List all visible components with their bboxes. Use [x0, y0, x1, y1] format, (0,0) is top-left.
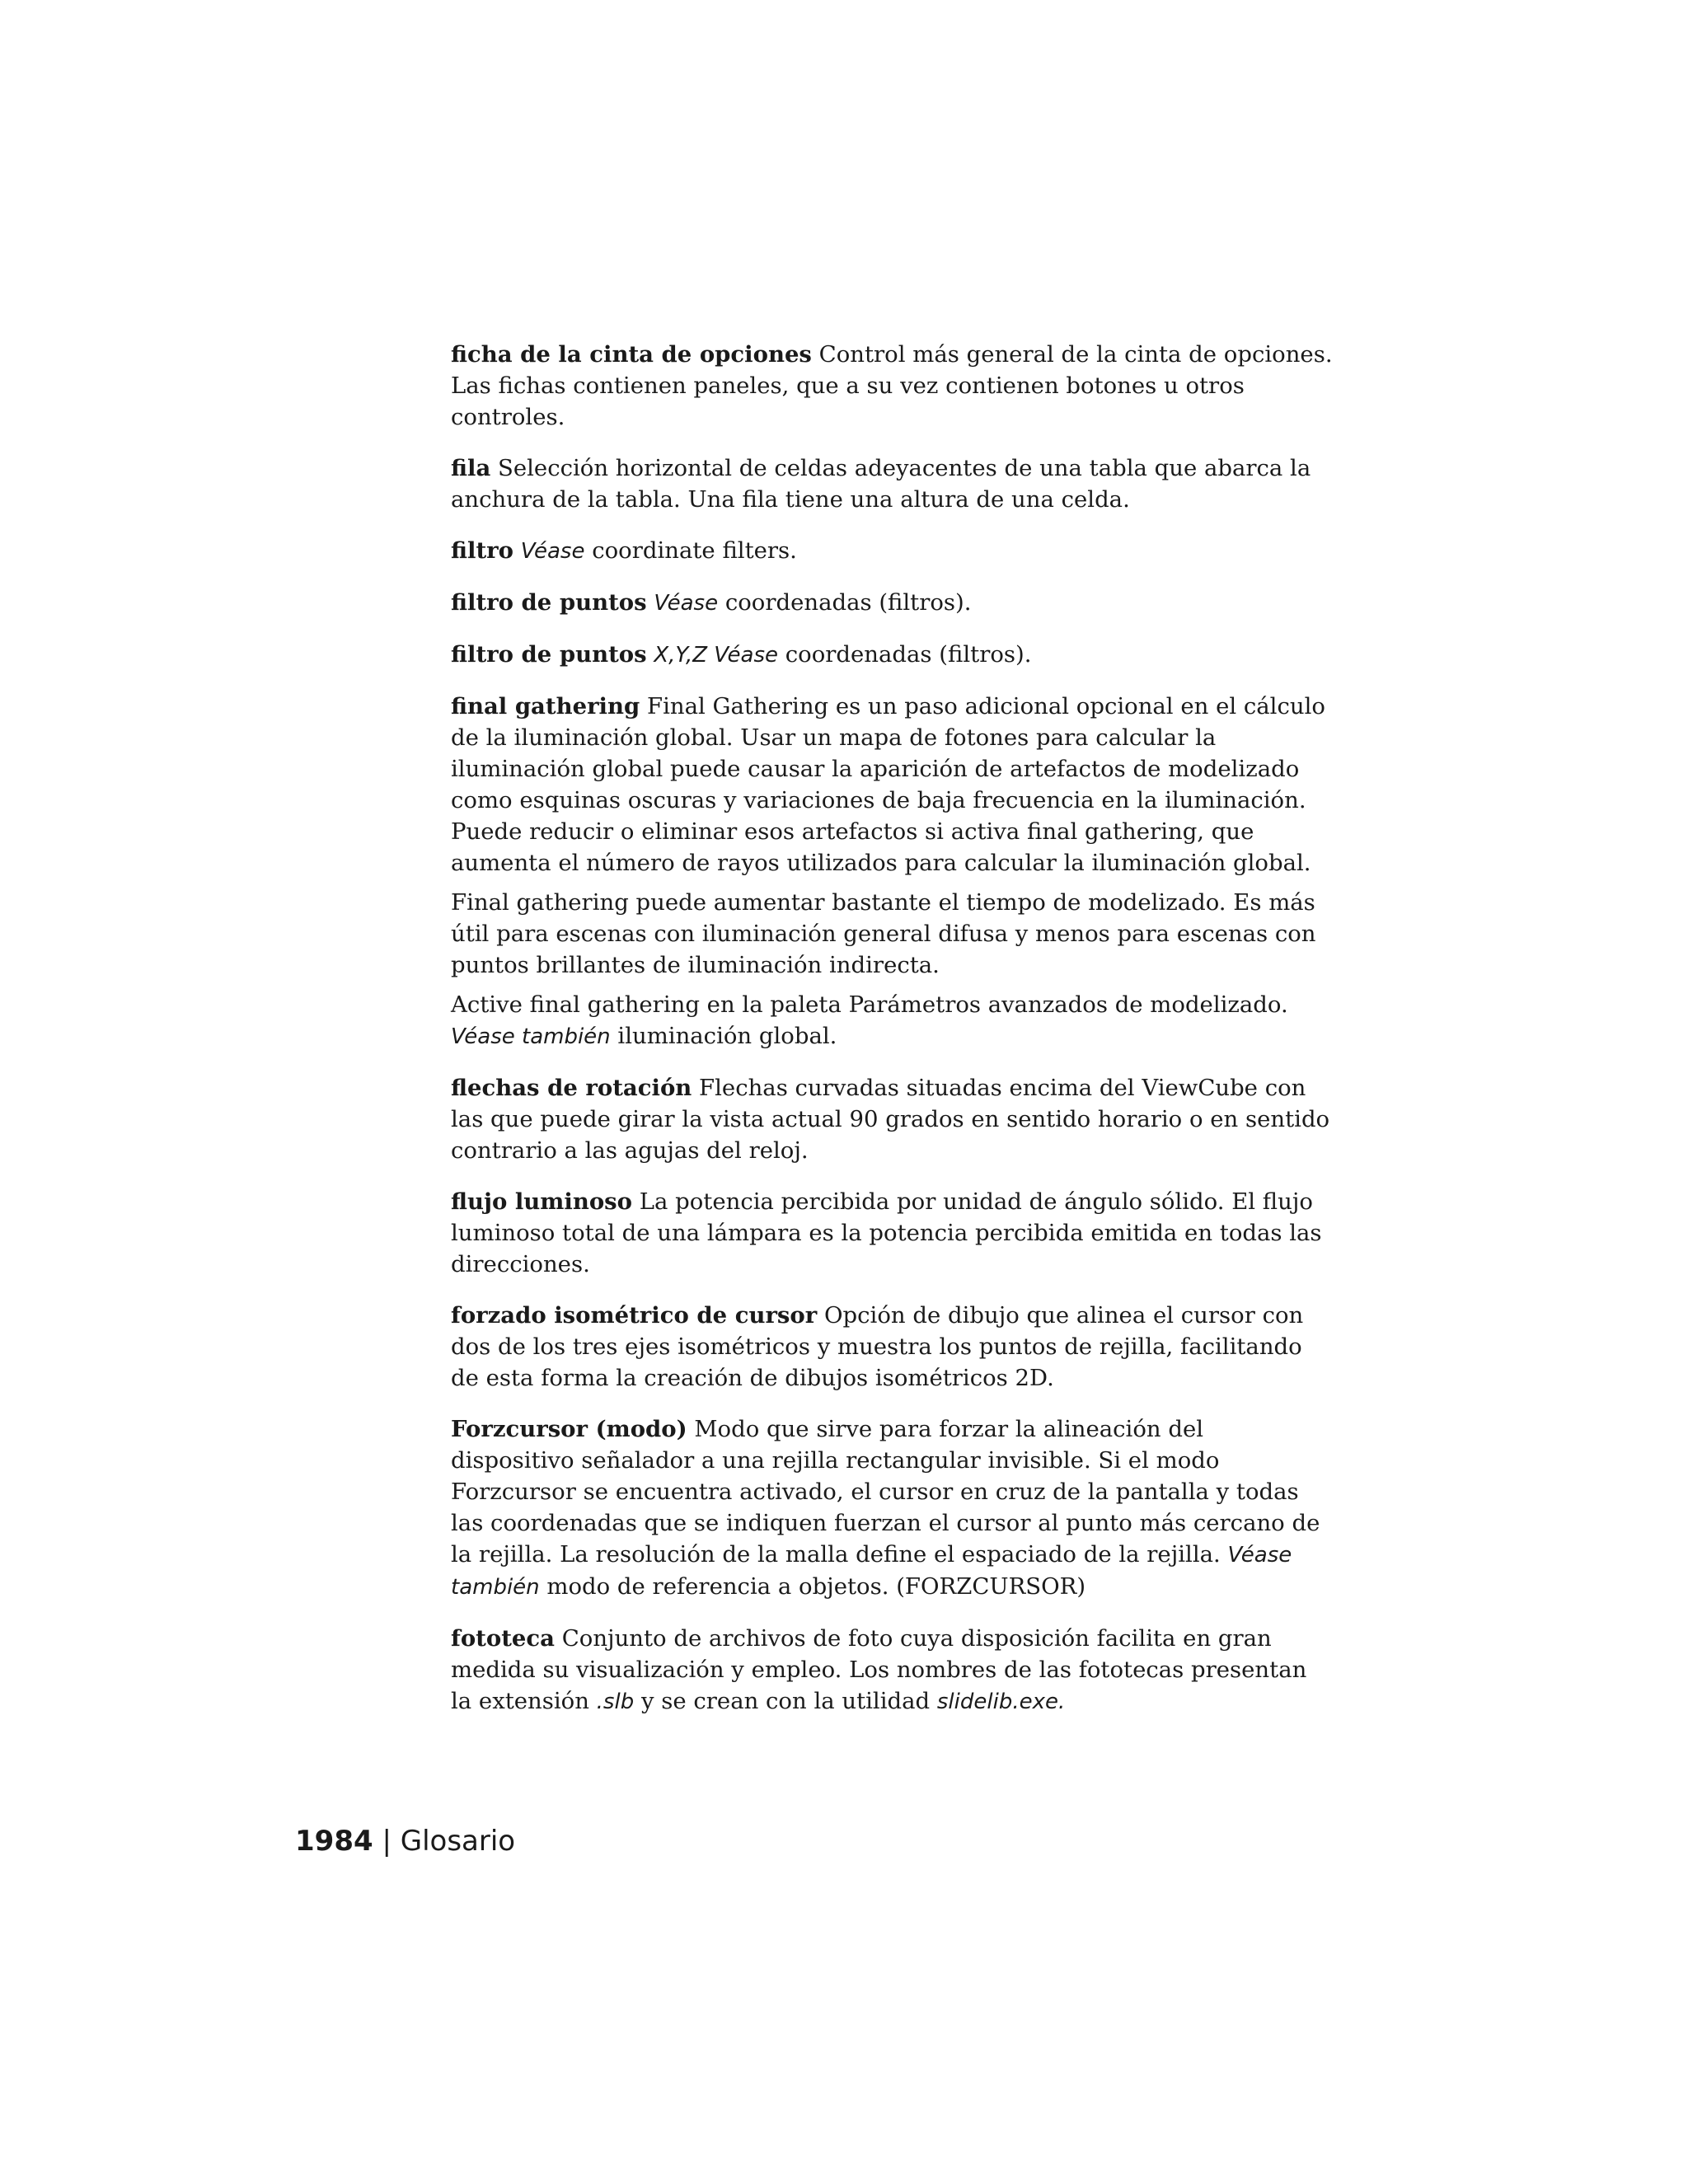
text-run: Final gathering puede aumentar bastante el tiempo de modelizado. Es más útil para escenas con iluminación general difusa y menos para escenas con puntos brillantes de iluminación indirecta. — [451, 889, 1316, 978]
text-run: Final Gathering es un paso adicional opcional en el cálculo de la iluminación global. Usar un mapa de fotones para calcular la iluminación global puede causar la aparición de artefactos de modelizado como esquinas oscuras y variaciones de baja frecuencia en la iluminación. Puede reducir o eliminar esos artefactos si activa final gathering, que aumenta el número de rayos utilizados para calcular la iluminación global. — [451, 693, 1325, 876]
text-run: Selección horizontal de celdas adeyacentes de una tabla que abarca la anchura de la tabla. Una fila tiene una altura de una celda. — [451, 455, 1311, 513]
section-title: Glosario — [400, 1825, 516, 1858]
text-run: La potencia percibida por unidad de ángulo sólido. El flujo luminoso total de una lámpara es la potencia percibida emitida en todas las direcciones. — [451, 1188, 1322, 1277]
entry-term: fila — [451, 455, 491, 481]
text-run: Opción de dibujo que alinea el cursor con dos de los tres ejes isométricos y muestra los puntos de rejilla, facilitando de esta forma la creación de dibujos isométricos 2D. — [451, 1302, 1304, 1391]
entry-term: fototeca — [451, 1625, 555, 1652]
text-run: Flechas curvadas situadas encima del ViewCube con las que puede girar la vista actual 90 grados en sentido horario o en sentido contrario a las agujas del reloj. — [451, 1075, 1330, 1164]
glossary-entry — [451, 339, 1333, 433]
entry-paragraph — [451, 1186, 1333, 1280]
text-run: Active final gathering en la paleta Parámetros avanzados de modelizado. — [451, 991, 1288, 1018]
glossary-entry — [451, 587, 1333, 619]
entry-paragraph — [451, 339, 1333, 433]
italic-run: Véase — [520, 539, 585, 564]
page-footer — [295, 1823, 515, 1859]
entry-paragraph — [451, 691, 1333, 879]
glossary-entry — [451, 1413, 1333, 1603]
entry-term: filtro — [451, 537, 513, 564]
glossary-entry — [451, 1186, 1333, 1280]
glossary-entry — [451, 1300, 1333, 1394]
glossary-entries — [451, 339, 1333, 1737]
entry-term: flechas de rotación — [451, 1075, 692, 1101]
italic-run: slidelib.exe. — [936, 1690, 1066, 1714]
text-run: iluminación global. — [610, 1023, 837, 1049]
entry-term: flujo luminoso — [451, 1188, 632, 1215]
entry-paragraph — [451, 452, 1333, 515]
page-number: 1984 — [295, 1825, 373, 1858]
glossary-entry — [451, 1623, 1333, 1718]
entry-paragraph — [451, 535, 1333, 567]
italic-run: .slb — [596, 1690, 635, 1714]
glossary-entry — [451, 452, 1333, 515]
entry-paragraph — [451, 1072, 1333, 1166]
text-run: coordenadas (filtros). — [718, 589, 972, 616]
entry-term: Forzcursor (modo) — [451, 1416, 687, 1442]
italic-run: Véase también — [451, 1543, 1292, 1600]
entry-paragraph — [451, 639, 1333, 671]
text-run: y se crean con la utilidad — [634, 1688, 937, 1714]
text-run: modo de referencia a objetos. (FORZCURSOR) — [539, 1573, 1086, 1600]
italic-run: Véase también — [451, 1024, 611, 1049]
entry-term: filtro de puntos — [451, 641, 647, 668]
entry-term: ficha de la cinta de opciones — [451, 341, 812, 368]
text-run: Control más general de la cinta de opciones. Las fichas contienen paneles, que a su vez contienen botones u otros controles. — [451, 341, 1333, 430]
text-run: Conjunto de archivos de foto cuya disposición facilita en gran medida su visualización y empleo. Los nombres de las fototecas presentan la extensión — [451, 1625, 1307, 1714]
glossary-entry — [451, 535, 1333, 567]
entry-paragraph — [451, 1413, 1333, 1603]
footer-separator: | — [382, 1825, 392, 1858]
entry-term: final gathering — [451, 693, 640, 719]
entry-paragraph — [451, 587, 1333, 619]
entry-paragraph — [451, 1623, 1333, 1718]
glossary-entry — [451, 639, 1333, 671]
entry-term: filtro de puntos — [451, 589, 647, 616]
glossary-entry — [451, 1072, 1333, 1166]
text-run: Modo que sirve para forzar la alineación del dispositivo señalador a una rejilla rectangular invisible. Si el modo Forzcursor se encuentra activado, el cursor en cruz de la pantalla y todas las coordenadas que se indiquen fuerzan el cursor al punto más cercano de la rejilla. La resolución de la malla define el espaciado de la rejilla. — [451, 1416, 1320, 1568]
entry-paragraph — [451, 989, 1333, 1052]
entry-term: forzado isométrico de cursor — [451, 1302, 818, 1329]
glossary-entry — [451, 691, 1333, 1052]
entry-paragraph — [451, 887, 1333, 981]
text-run: coordenadas (filtros). — [778, 641, 1032, 668]
italic-run: Véase — [654, 591, 719, 616]
entry-paragraph — [451, 1300, 1333, 1394]
text-run: coordinate filters. — [584, 537, 797, 564]
italic-run: X,Y,Z Véase — [654, 643, 779, 668]
